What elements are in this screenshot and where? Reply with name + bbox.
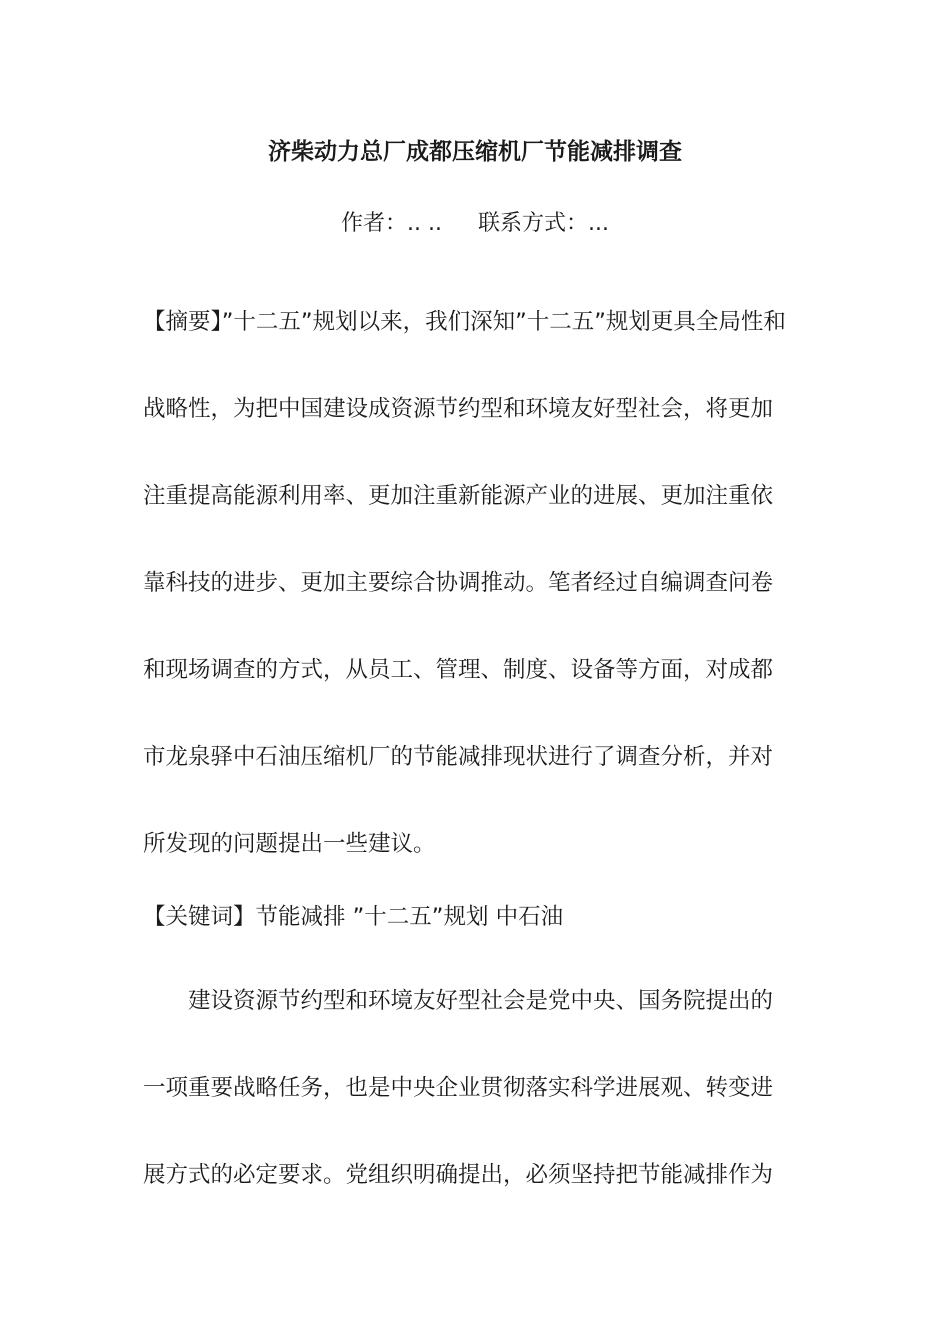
contact-label: 联系方式：... — [477, 211, 609, 236]
abstract-line: 市龙泉驿中石油压缩机厂的节能减排现状进行了调查分析，并对 — [143, 744, 774, 770]
body-line: 建设资源节约型和环境友好型社会是党中央、国务院提出的 — [143, 988, 774, 1014]
body-line: 展方式的必定要求。党组织明确提出，必须坚持把节能减排作为 — [143, 1162, 774, 1188]
abstract-line: 战略性，为把中国建设成资源节约型和环境友好型社会，将更加 — [143, 396, 774, 422]
abstract-line: 注重提高能源利用率、更加注重新能源产业的进展、更加注重依 — [143, 483, 774, 509]
author-label: 作者：.. .. — [341, 211, 442, 236]
abstract-line: 靠科技的进步、更加主要综合协调推动。笔者经过自编调查问卷 — [143, 570, 774, 596]
author-contact-line — [0, 208, 950, 240]
document-title: 济柴动力总厂成都压缩机厂节能减排调查 — [268, 139, 682, 165]
body-line: 一项重要战略任务，也是中央企业贯彻落实科学进展观、转变进 — [143, 1075, 774, 1101]
abstract-line: 和现场调查的方式，从员工、管理、制度、设备等方面，对成都 — [143, 657, 774, 683]
keywords-line: 【关键词】节能减排 ”十二五”规划 中石油 — [143, 904, 564, 930]
abstract-line: 所发现的问题提出一些建议。 — [143, 831, 436, 857]
abstract-line: 【摘要】”十二五”规划以来，我们深知”十二五”规划更具全局性和 — [143, 309, 786, 335]
